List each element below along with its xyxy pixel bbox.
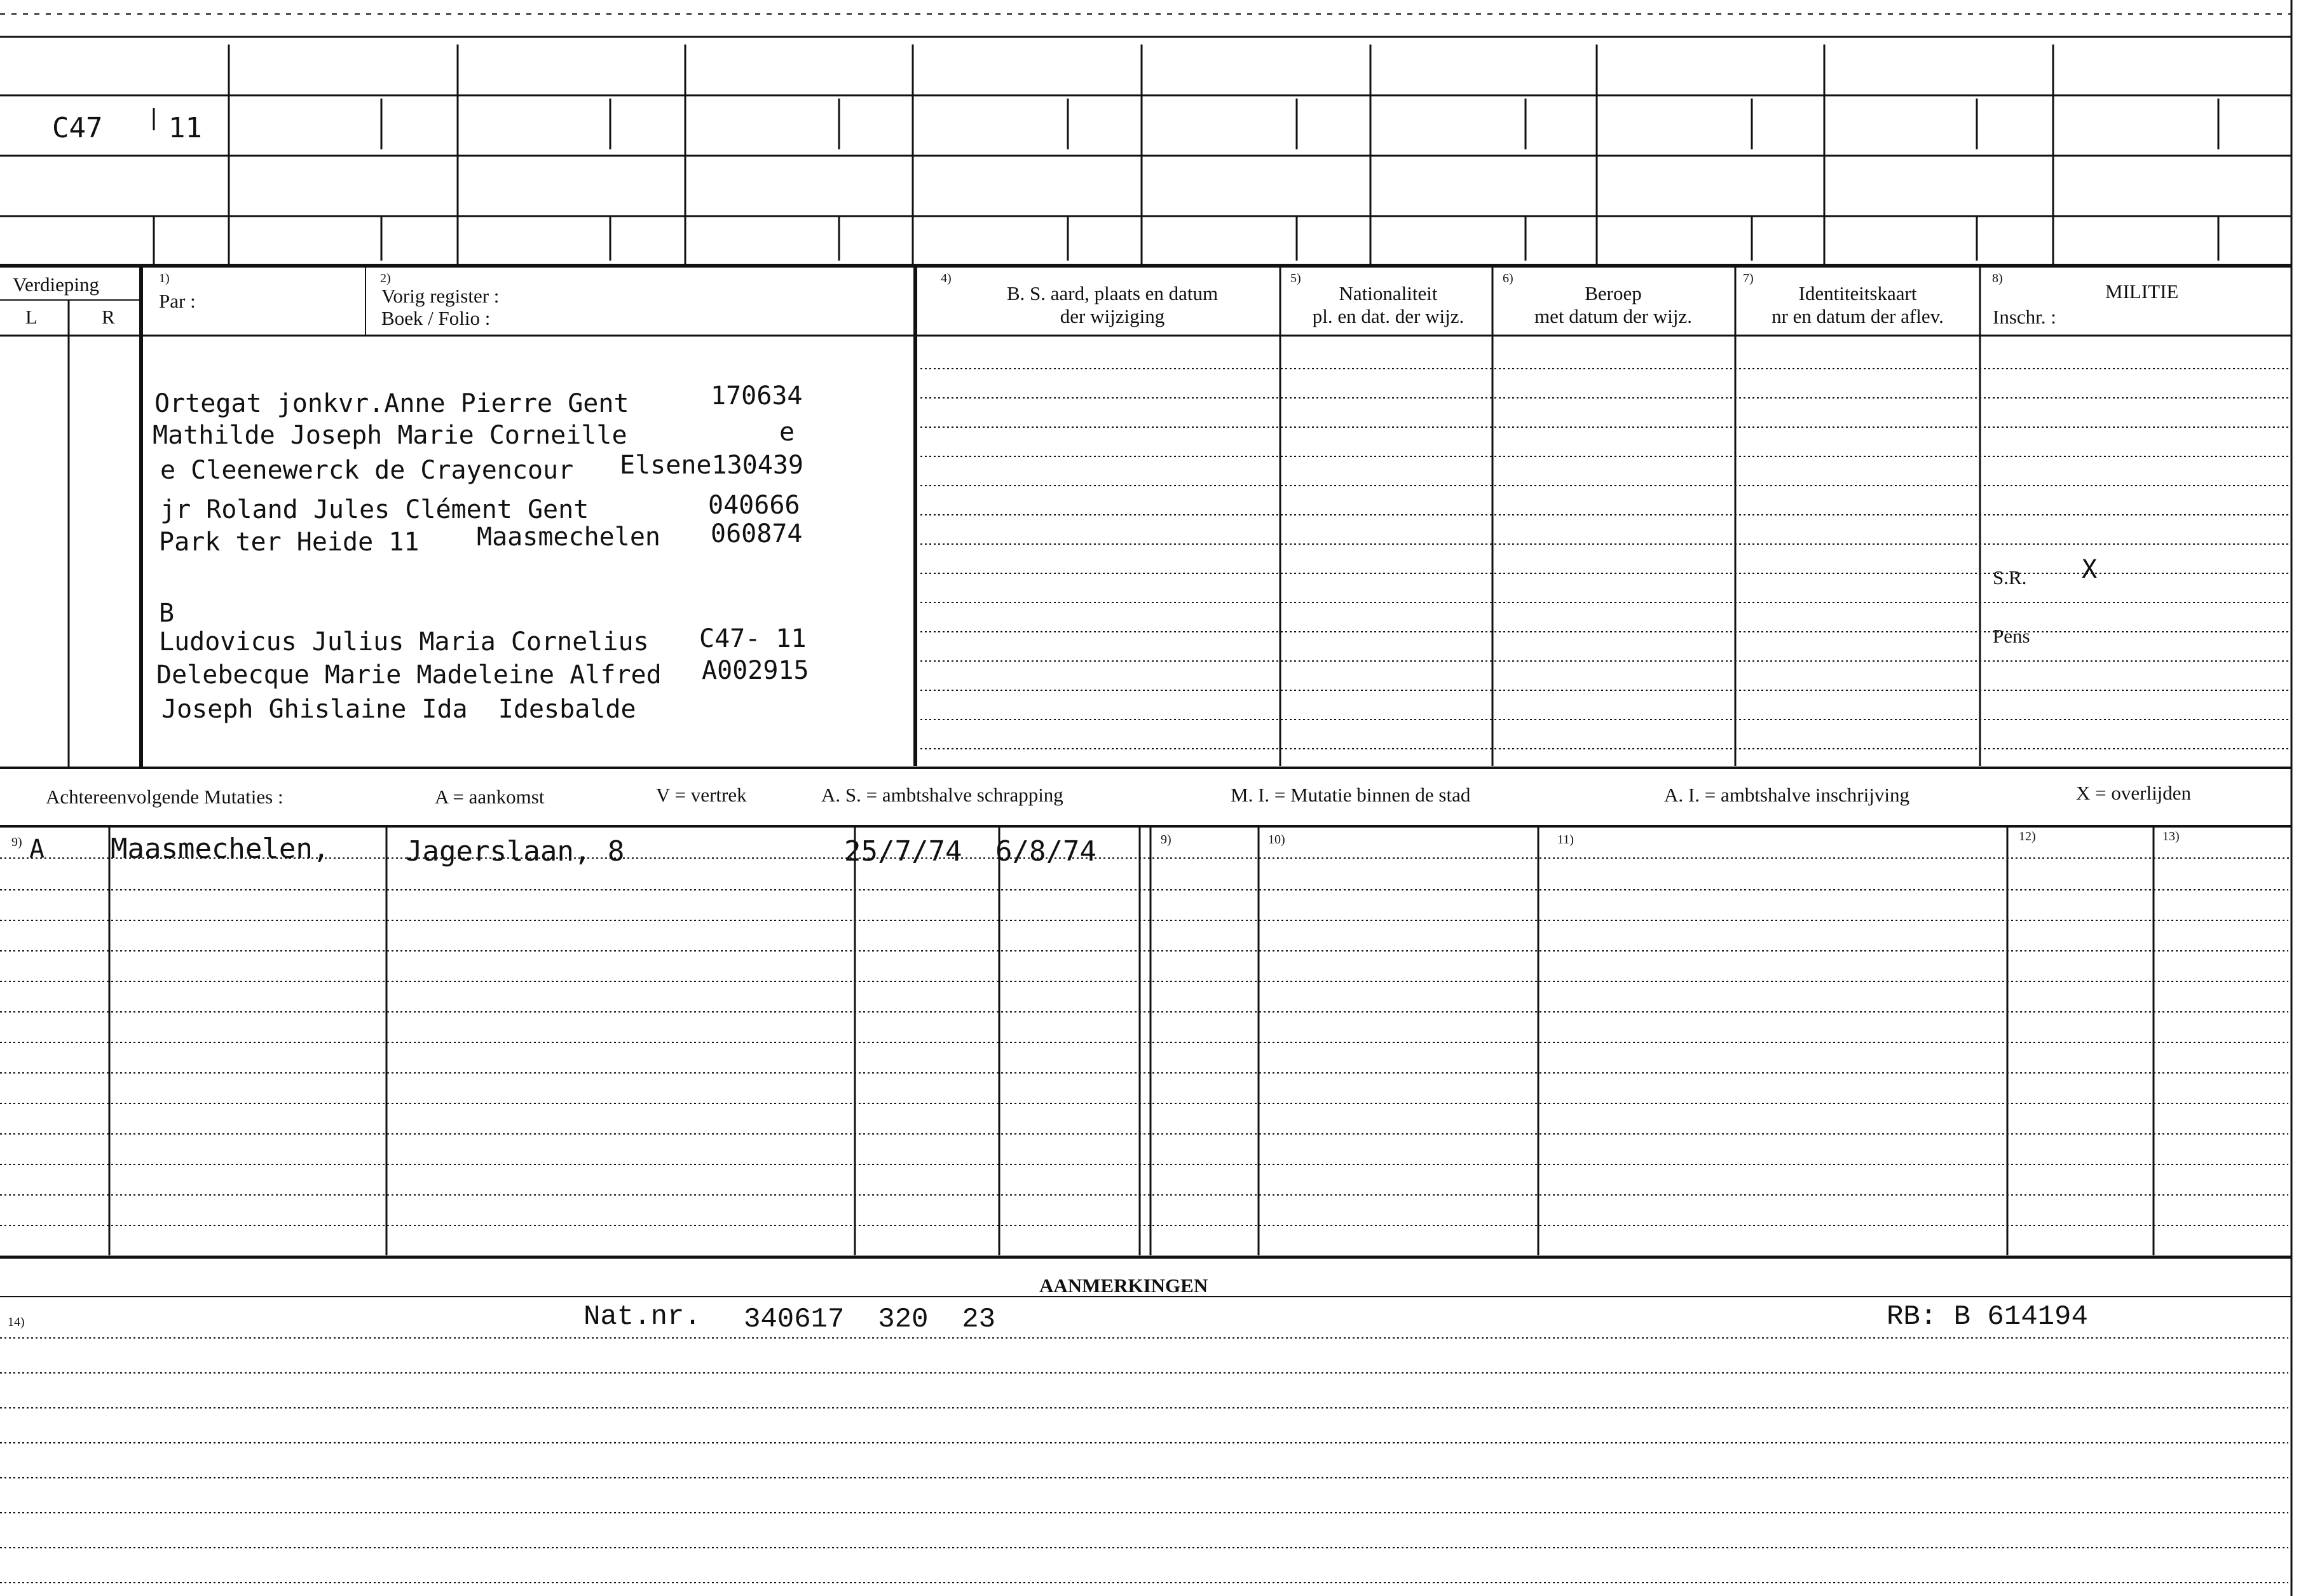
note-10: 10)	[1268, 833, 1285, 847]
person-line-4-date: 040666	[708, 491, 800, 520]
mutation-street: Jagerslaan, 8	[406, 835, 625, 868]
note-8: 8)	[1992, 271, 2003, 285]
beroep-line1: Beroep	[1585, 282, 1642, 304]
legend-ambtshalve-inschrijving: A. I. = ambtshalve inschrijving	[1664, 784, 1909, 806]
mutation-type: A	[29, 835, 45, 864]
person-line-8: Delebecque Marie Madeleine Alfred	[156, 660, 662, 690]
nationaliteit-line2: pl. en dat. der wijz.	[1312, 305, 1465, 327]
floor-left-label: L	[25, 306, 38, 328]
boek-folio-label: Boek / Folio :	[381, 307, 491, 329]
legend-title: Achtereenvolgende Mutaties :	[46, 786, 283, 808]
legend-vertrek: V = vertrek	[656, 784, 747, 806]
person-line-7: Ludovicus Julius Maria Cornelius	[159, 627, 649, 657]
person-line-7-code: C47- 11	[699, 624, 807, 653]
person-line-2-suffix: e	[779, 418, 795, 447]
bs-header-line1: B. S. aard, plaats en datum	[1006, 282, 1219, 304]
note-9-right: 9)	[1161, 833, 1171, 847]
person-line-2: Mathilde Joseph Marie Corneille	[153, 421, 627, 450]
note-5: 5)	[1290, 271, 1301, 285]
identiteitskaart-line2: nr en datum der aflev.	[1772, 305, 1944, 327]
note-14: 14)	[8, 1315, 25, 1329]
note-2: 2)	[380, 271, 391, 285]
militie-label: MILITIE	[2105, 280, 2179, 303]
person-line-6: B	[159, 599, 175, 628]
mutation-date-a: 25/7/74	[844, 835, 962, 868]
inschr-label: Inschr. :	[1993, 306, 2056, 328]
person-line-3-date: Elsene130439	[620, 451, 803, 480]
note-12: 12)	[2019, 829, 2036, 843]
legend-mutatie-stad: M. I. = Mutatie binnen de stad	[1231, 784, 1471, 806]
person-line-4: jr Roland Jules Clément Gent	[160, 495, 589, 524]
identiteitskaart-line1: Identiteitskaart	[1798, 282, 1917, 304]
note-11: 11)	[1557, 833, 1574, 847]
register-code: C47	[52, 112, 103, 144]
person-line-3: e Cleenewerck de Crayencour	[160, 456, 574, 485]
mutation-date-b: 6/8/74	[995, 835, 1096, 868]
person-line-9: Joseph Ghislaine Ida Idesbalde	[161, 695, 636, 724]
rb-number: RB: B 614194	[1887, 1301, 2088, 1333]
pens-label: Pens	[1993, 625, 2030, 647]
natnr-label: Nat.nr.	[584, 1301, 701, 1333]
legend-aankomst: A = aankomst	[435, 786, 545, 808]
note-1: 1)	[159, 271, 170, 285]
note-6: 6)	[1503, 271, 1513, 285]
aanmerkingen-title: AANMERKINGEN	[1039, 1274, 1208, 1297]
floor-right-label: R	[102, 306, 115, 328]
sr-label: S.R.	[1993, 566, 2027, 589]
sr-value: X	[2082, 555, 2098, 584]
note-9: 9)	[11, 835, 22, 849]
legend-overlijden: X = overlijden	[2076, 782, 2192, 804]
person-line-5-place: Maasmechelen	[477, 522, 660, 552]
natnr-value: 340617 320 23	[744, 1304, 996, 1335]
nationaliteit-line1: Nationaliteit	[1339, 282, 1438, 304]
legend-ambtshalve-schrapping: A. S. = ambtshalve schrapping	[821, 784, 1063, 806]
person-line-1: Ortegat jonkvr.Anne Pierre Gent	[154, 389, 629, 418]
mutation-city: Maasmechelen,	[111, 833, 330, 865]
person-line-1-date: 170634	[711, 381, 803, 411]
beroep-line2: met datum der wijz.	[1534, 305, 1692, 327]
bs-header-line2: der wijziging	[1060, 305, 1165, 327]
note-13: 13)	[2162, 829, 2180, 843]
note-4: 4)	[941, 271, 952, 285]
vorig-register-label: Vorig register :	[381, 285, 500, 307]
person-line-8-code: A002915	[702, 656, 809, 685]
verdieping-label: Verdieping	[13, 273, 100, 296]
person-line-5: Park ter Heide 11	[159, 528, 420, 557]
note-7: 7)	[1743, 271, 1754, 285]
folio-number: 11	[168, 112, 202, 144]
par-label: Par :	[159, 290, 196, 312]
person-line-5-date: 060874	[711, 519, 803, 549]
